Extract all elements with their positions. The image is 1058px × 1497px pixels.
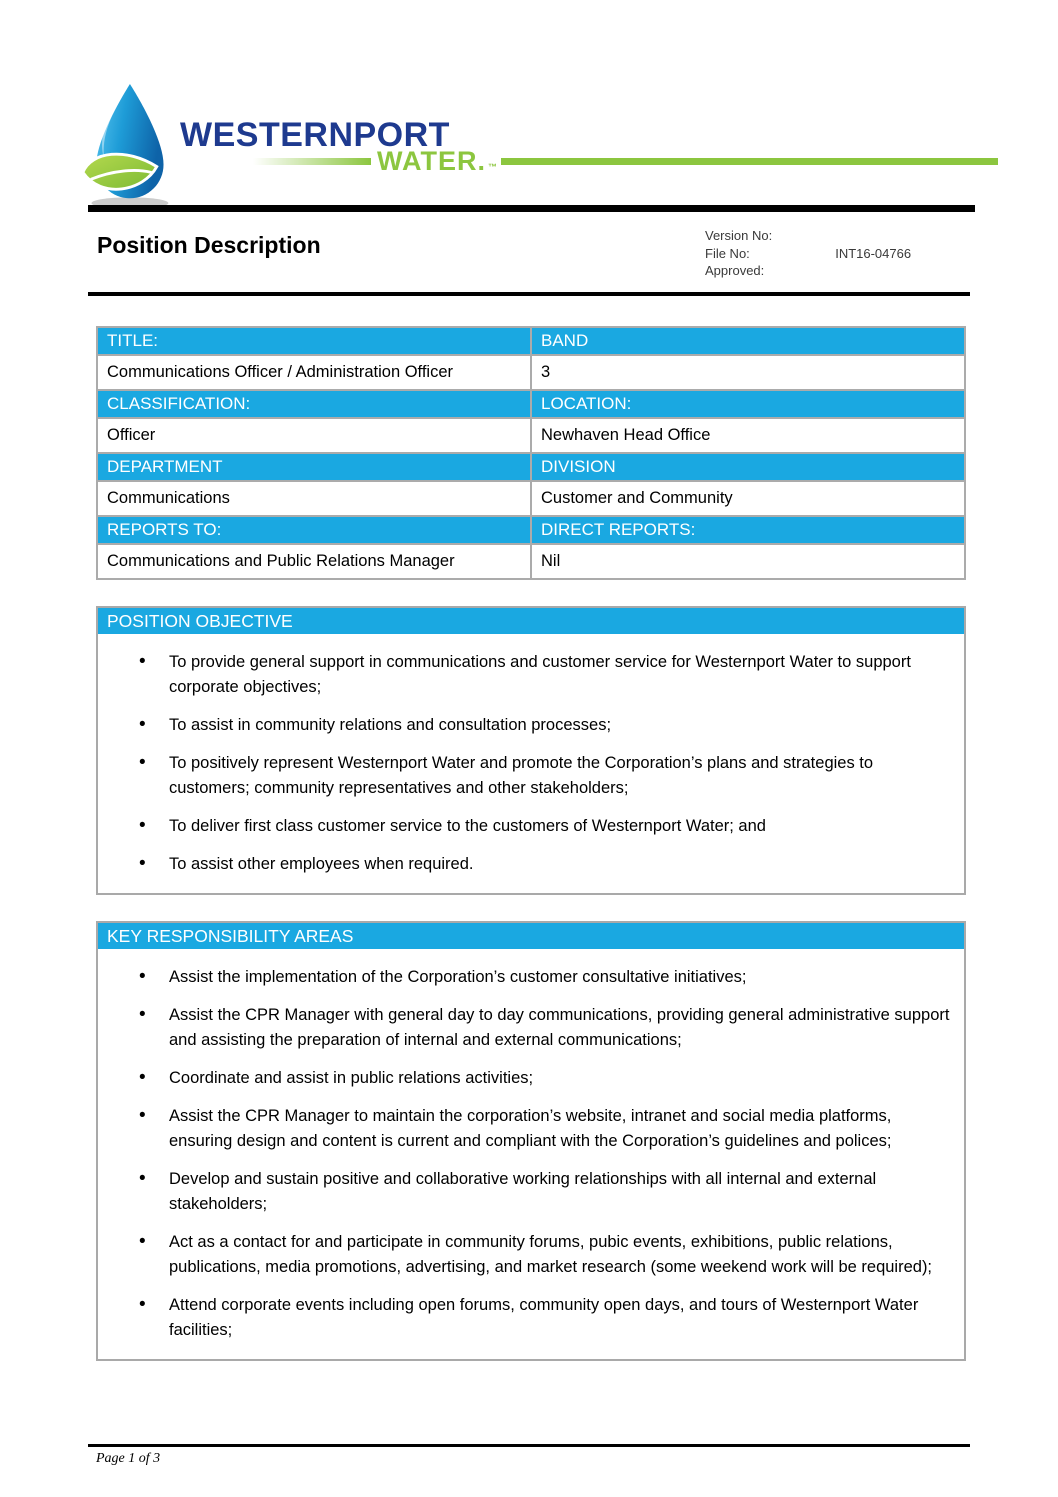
bullet-icon: [139, 712, 146, 738]
table-header-cell: TITLE:: [97, 327, 531, 355]
trademark-symbol: ™: [488, 162, 497, 172]
list-item: [98, 852, 964, 877]
table-row: [97, 327, 965, 355]
bullet-text: To deliver first class customer service to the customers of Westernport Water; and: [169, 817, 766, 835]
table-header-cell: BAND: [531, 327, 965, 355]
bullet-text: Assist the CPR Manager to maintain the corporation’s website, intranet and social media platforms, ensuring design and content is current and compliant with the Corporation’s guidelines and polices;: [169, 1107, 892, 1150]
logo-subline: [253, 148, 998, 174]
gradient-green-line: [253, 158, 371, 165]
position-info-table: [96, 326, 966, 580]
table-value-cell: Officer: [97, 418, 531, 453]
list-item: [98, 1293, 964, 1343]
table-header-cell: DIRECT REPORTS:: [531, 516, 965, 544]
meta-labels: [705, 227, 772, 280]
bullet-text: Assist the CPR Manager with general day to day communications, providing general administrative support and assisting the preparation of internal and external communications;: [169, 1006, 950, 1049]
bullet-text: Attend corporate events including open forums, community open days, and tours of Westernport Water facilities;: [169, 1296, 919, 1339]
table-header-cell: DEPARTMENT: [97, 453, 531, 481]
meta-file-number: INT16-04766: [835, 245, 912, 261]
document-meta: [705, 227, 911, 280]
section-title: POSITION OBJECTIVE: [98, 608, 964, 634]
bullet-text: Coordinate and assist in public relations activities;: [169, 1069, 534, 1087]
bullet-icon: [139, 1292, 146, 1318]
table-row: [97, 355, 965, 390]
section-body: [98, 634, 964, 893]
page-number: Page 1 of 3: [96, 1451, 161, 1466]
solid-green-line: [501, 158, 998, 165]
logo-water-text: WATER.: [377, 146, 486, 176]
position-objective-section: [96, 606, 966, 895]
table-value-cell: Customer and Community: [531, 481, 965, 516]
bullet-icon: [139, 1229, 146, 1255]
table-value-cell: Communications: [97, 481, 531, 516]
key-responsibility-section: [96, 921, 966, 1361]
table-row: [97, 516, 965, 544]
water-drop-leaf-icon: [80, 80, 176, 210]
table-value-cell: Communications Officer / Administration Officer: [97, 355, 531, 390]
list-item: [98, 1167, 964, 1217]
table-header-cell: DIVISION: [531, 453, 965, 481]
table-row: [97, 544, 965, 579]
list-item: [98, 751, 964, 801]
meta-file-label: File No:: [705, 245, 750, 261]
list-item: [98, 965, 964, 990]
bullet-text: To positively represent Westernport Water and promote the Corporation’s plans and strategies to customers; community representatives and other stakeholders;: [169, 754, 874, 797]
bullet-text: Act as a contact for and participate in community forums, pubic events, exhibitions, public relations, publications, media promotions, advertising, and market research (some weekend work will be required);: [169, 1233, 933, 1276]
content-area: [96, 326, 966, 1361]
table-header-cell: REPORTS TO:: [97, 516, 531, 544]
page-title: Position Description: [97, 232, 321, 258]
bullet-icon: [139, 1166, 146, 1192]
table-row: [97, 418, 965, 453]
footer-rule: [88, 1444, 970, 1447]
table-value-cell: Newhaven Head Office: [531, 418, 965, 453]
top-black-bar: [88, 205, 975, 212]
list-item: [98, 1230, 964, 1280]
bullet-icon: [139, 1002, 146, 1028]
bullet-icon: [139, 1065, 146, 1091]
bullet-icon: [139, 1103, 146, 1129]
bullet-icon: [139, 649, 146, 675]
bullet-icon: [139, 813, 146, 839]
table-value-cell: Communications and Public Relations Manager: [97, 544, 531, 579]
header-rule: [88, 292, 970, 296]
meta-version-label: Version No:: [705, 228, 773, 243]
table-row: [97, 390, 965, 418]
bullet-text: To assist in community relations and consultation processes;: [169, 716, 612, 734]
bullet-text: To provide general support in communications and customer service for Westernport Water to support corporate objectives;: [169, 653, 911, 696]
table-value-cell: 3: [531, 355, 965, 390]
bullet-icon: [139, 750, 146, 776]
list-item: [98, 1104, 964, 1154]
list-item: [98, 1066, 964, 1091]
section-body: [98, 949, 964, 1359]
logo-wordmark: WESTERNPORT: [180, 116, 450, 154]
table-header-cell: CLASSIFICATION:: [97, 390, 531, 418]
list-item: [98, 814, 964, 839]
table-row: [97, 481, 965, 516]
table-value-cell: Nil: [531, 544, 965, 579]
list-item: [98, 1003, 964, 1053]
section-title: KEY RESPONSIBILITY AREAS: [98, 923, 964, 949]
list-item: [98, 650, 964, 700]
table-row: [97, 453, 965, 481]
meta-approved-label: Approved:: [705, 263, 765, 278]
bullet-icon: [139, 851, 146, 877]
table-header-cell: LOCATION:: [531, 390, 965, 418]
bullet-text: Develop and sustain positive and collaborative working relationships with all internal and external stakeholders;: [169, 1170, 877, 1213]
bullet-icon: [139, 964, 146, 990]
bullet-text: To assist other employees when required.: [169, 855, 474, 873]
list-item: [98, 713, 964, 738]
bullet-text: Assist the implementation of the Corporation’s customer consultative initiatives;: [169, 968, 747, 986]
